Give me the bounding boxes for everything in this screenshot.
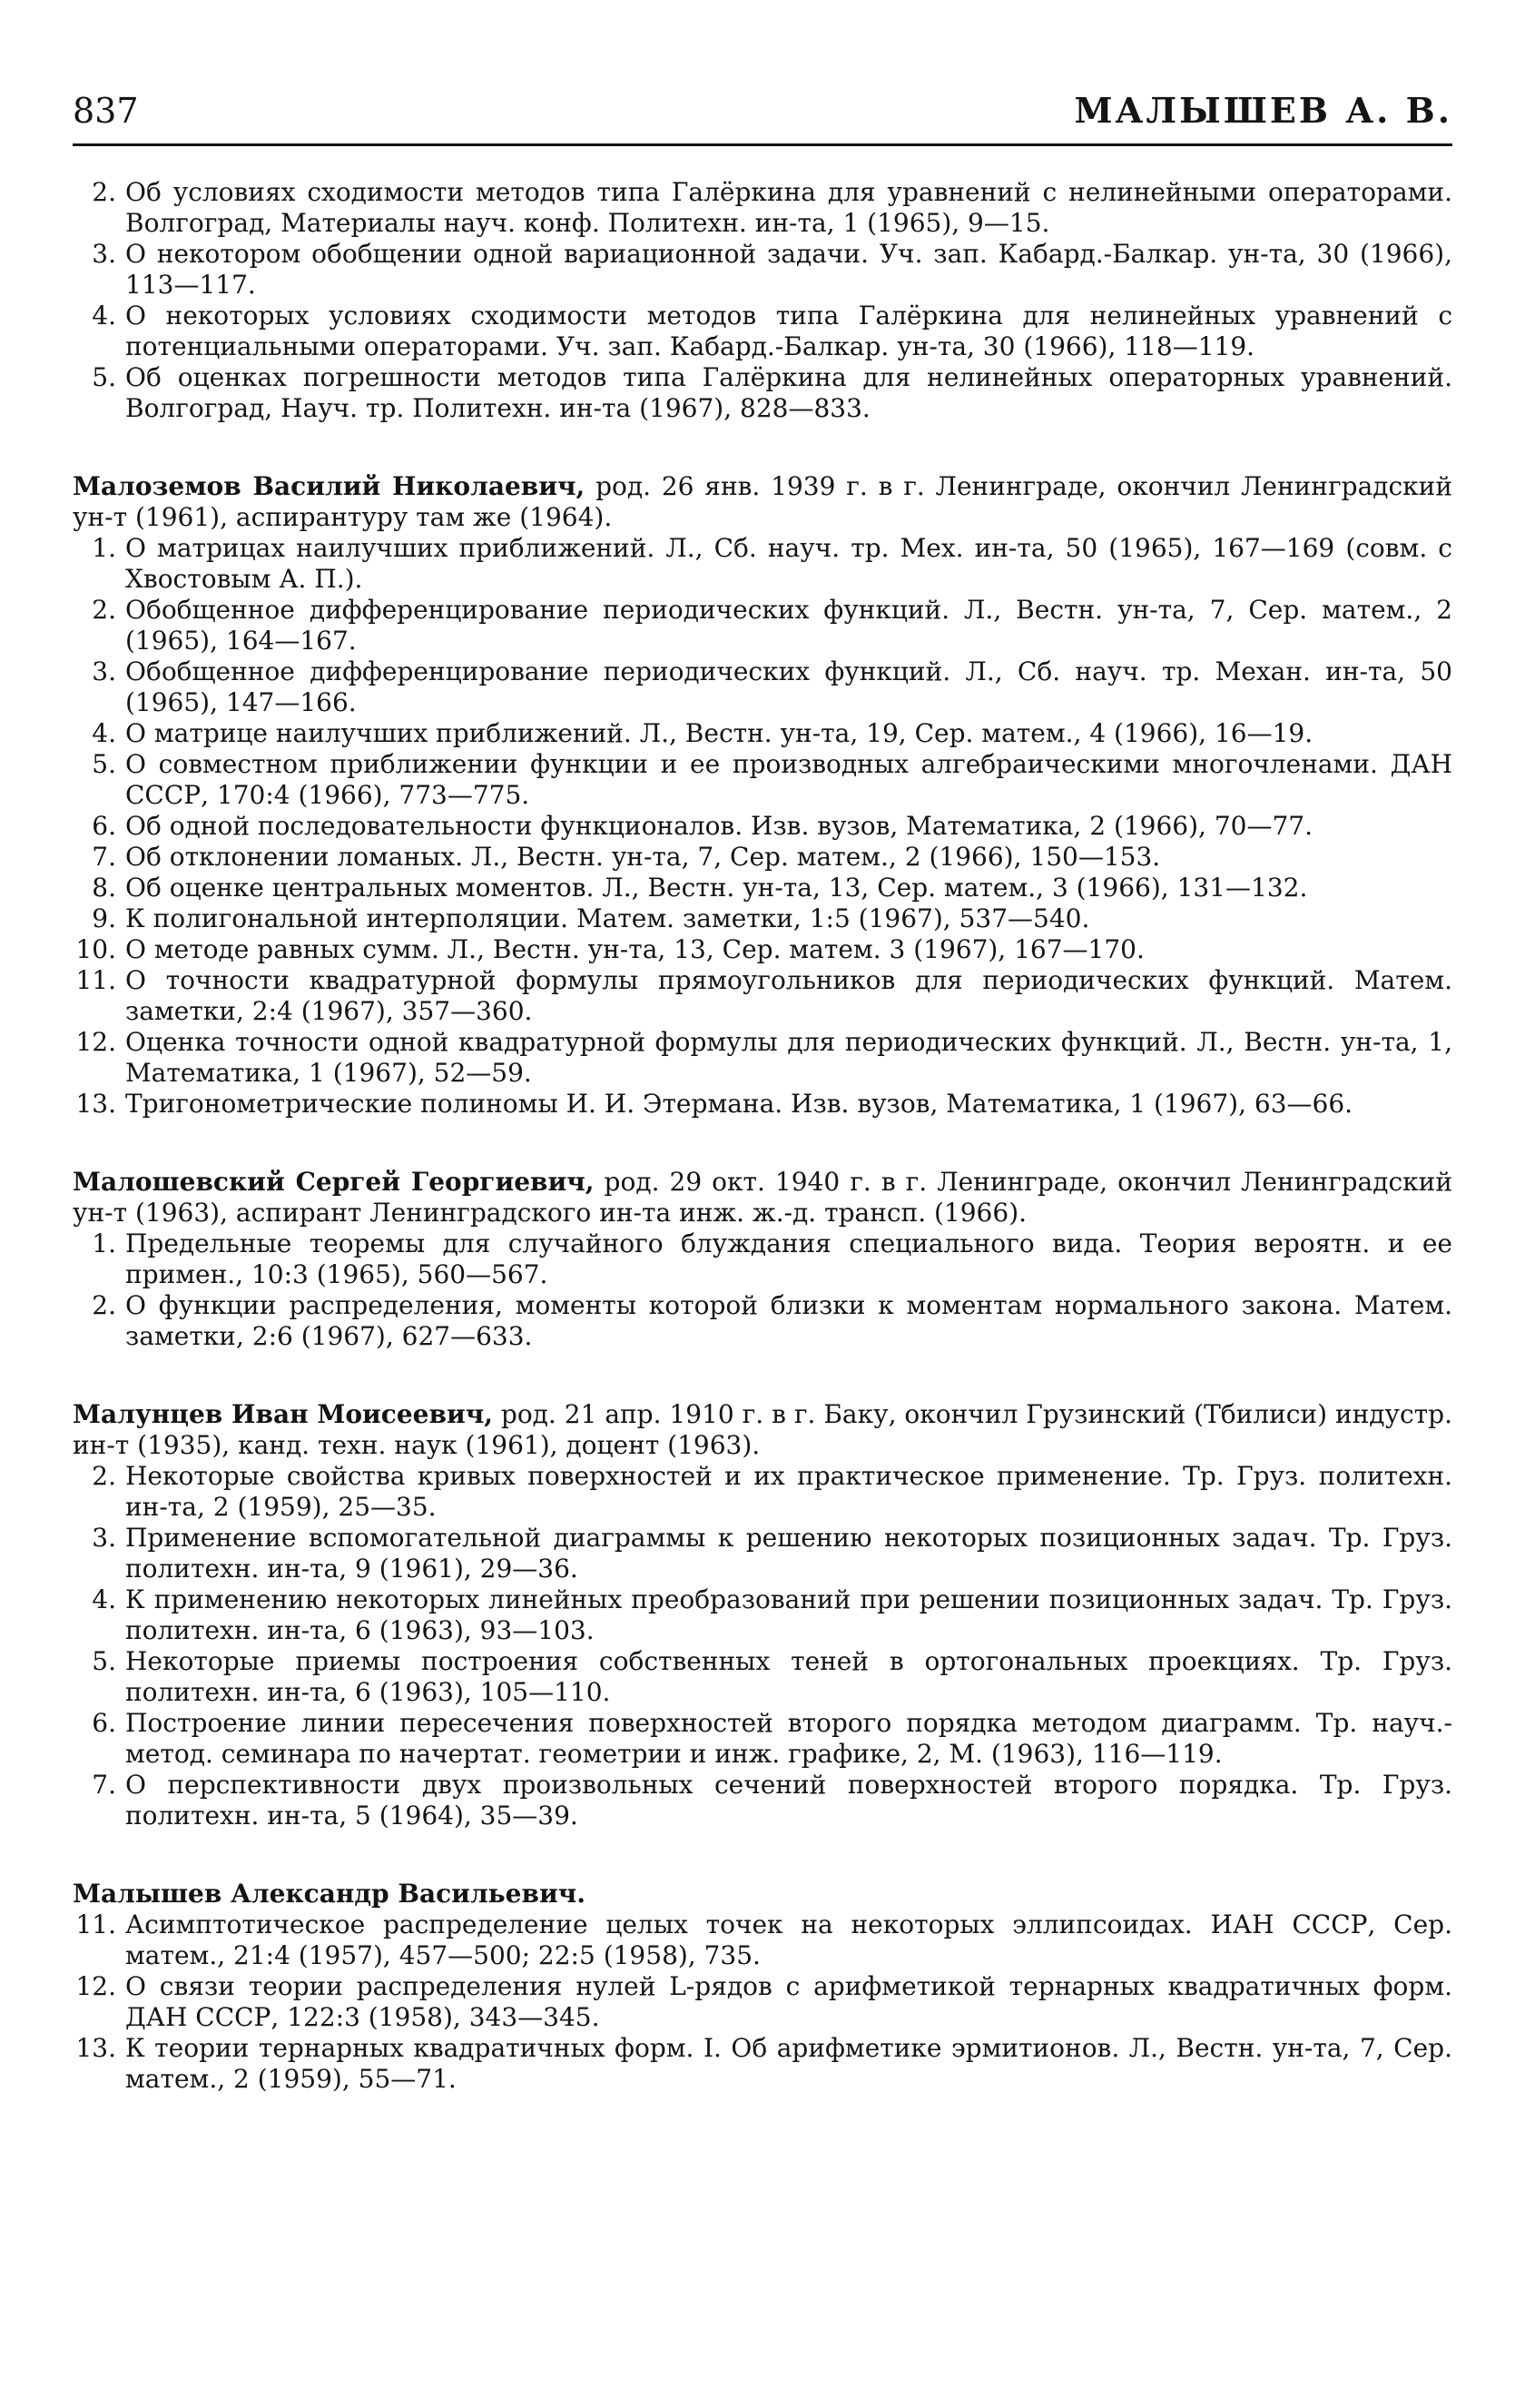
entry-text: Построение линии пересечения поверхностей второго порядка методом диаграмм. Тр. науч.-метод. семинара по начертат. геометрии и инж. графике, 2, М. (1963), 116—119. (125, 1708, 1452, 1769)
entry-number: 2. (92, 595, 116, 625)
entry-number: 3. (92, 1523, 116, 1553)
entry-number: 2. (92, 1461, 116, 1491)
entry-text: О некоторых условиях сходимости методов типа Галёркина для нелинейных уравнений с потенциальными операторами. Уч. зап. Кабард.-Балкар. ун-та, 30 (1966), 118—119. (125, 301, 1452, 361)
entry-number: 11. (75, 965, 116, 995)
bib-entry (73, 749, 1452, 811)
entry-number: 10. (75, 934, 116, 964)
bib-entry (73, 1461, 1452, 1523)
continuation-block (73, 177, 1452, 424)
entry-text: К теории тернарных квадратичных форм. I. Об арифметике эрмитионов. Л., Вестн. ун-та, 7, Сер. матем., 2 (1959), 55—71. (125, 2033, 1452, 2094)
author-name: Малышев Александр Васильевич. (73, 1879, 585, 1909)
page (73, 91, 1452, 2142)
bib-entry (73, 656, 1452, 718)
entry-number: 2. (92, 177, 116, 207)
entry-text: Об отклонении ломаных. Л., Вестн. ун-та, 7, Сер. матем., 2 (1966), 150—153. (125, 842, 1161, 872)
author-bio-text: род. 29 окт. 1940 г. в г. Ленинграде, окончил Ленинградский ун-т (1963), аспирант Ленинградского ин-та инж. ж.-д. трансп. (1966). (73, 1167, 1452, 1228)
entry-number: 13. (75, 1089, 116, 1119)
bibliography-list (73, 533, 1452, 1120)
entry-number: 4. (92, 301, 116, 331)
entry-number: 13. (75, 2033, 116, 2063)
bib-entry (73, 1971, 1452, 2033)
bib-entry (73, 239, 1452, 301)
entry-text: К полигональной интерполяции. Матем. заметки, 1:5 (1967), 537—540. (125, 903, 1090, 933)
entry-number: 3. (92, 656, 116, 686)
entry-number: 12. (75, 1971, 116, 2001)
entry-number: 7. (92, 842, 116, 872)
entry-text: Об условиях сходимости методов типа Галёркина для уравнений с нелинейными операторами. Волгоград, Материалы науч. конф. Политехн. ин-та, 1 (1965), 9—15. (125, 177, 1452, 238)
entry-number: 11. (75, 1910, 116, 1939)
continuation-entries (73, 177, 1452, 424)
author-block-maluntsev (73, 1399, 1452, 1831)
bib-entry (73, 903, 1452, 934)
bib-entry (73, 811, 1452, 842)
bib-entry (73, 1910, 1452, 1971)
bib-entry (73, 1770, 1452, 1831)
author-block-malyshev (73, 1879, 1452, 2095)
entry-text: Некоторые свойства кривых поверхностей и их практическое применение. Тр. Груз. политехн. ин-та, 2 (1959), 25—35. (125, 1461, 1452, 1522)
page-number: 837 (73, 91, 139, 131)
entry-text: Об оценке центральных моментов. Л., Вестн. ун-та, 13, Сер. матем., 3 (1966), 131—132. (125, 873, 1308, 903)
bib-entry (73, 1646, 1452, 1708)
entry-number: 9. (92, 903, 116, 933)
bibliography-list (73, 1461, 1452, 1831)
bibliography-list (73, 1229, 1452, 1352)
author-bio (73, 471, 1452, 533)
bib-entry (73, 533, 1452, 595)
running-author: МАЛЫШЕВ А. В. (1074, 90, 1452, 131)
entry-text: О функции распределения, моменты которой близки к моментам нормального закона. Матем. заметки, 2:6 (1967), 627—633. (125, 1290, 1452, 1351)
entry-text: Тригонометрические полиномы И. И. Этермана. Изв. вузов, Математика, 1 (1967), 63—66. (125, 1089, 1353, 1119)
entry-text: О матрицах наилучших приближений. Л., Сб. науч. тр. Мех. ин-та, 50 (1965), 167—169 (совм. с Хвостовым А. П.). (125, 533, 1452, 594)
entry-number: 12. (75, 1027, 116, 1057)
entry-text: Предельные теоремы для случайного блуждания специального вида. Теория вероятн. и ее примен., 10:3 (1965), 560—567. (125, 1229, 1452, 1289)
bib-entry (73, 934, 1452, 965)
entry-text: Асимптотическое распределение целых точек на некоторых эллипсоидах. ИАН СССР, Сер. матем., 21:4 (1957), 457—500; 22:5 (1958), 735. (125, 1910, 1452, 1970)
entry-number: 1. (92, 1229, 116, 1258)
bib-entry (73, 177, 1452, 239)
entry-number: 2. (92, 1290, 116, 1320)
author-bio (73, 1167, 1452, 1229)
entry-text: Некоторые приемы построения собственных теней в ортогональных проекциях. Тр. Груз. политехн. ин-та, 6 (1963), 105—110. (125, 1646, 1452, 1707)
entry-number: 6. (92, 811, 116, 841)
author-name: Малоземов Василий Николаевич, (73, 471, 585, 501)
bib-entry (73, 965, 1452, 1027)
entry-number: 3. (92, 239, 116, 269)
bib-entry (73, 1523, 1452, 1584)
entry-text: О связи теории распределения нулей L-рядов с арифметикой тернарных квадратичных форм. ДАН СССР, 122:3 (1958), 343—345. (125, 1971, 1452, 2032)
bib-entry (73, 718, 1452, 749)
entry-text: Оценка точности одной квадратурной формулы для периодических функций. Л., Вестн. ун-та, 1, Математика, 1 (1967), 52—59. (125, 1027, 1452, 1088)
bib-entry (73, 1290, 1452, 1352)
entry-number: 4. (92, 718, 116, 748)
entry-text: К применению некоторых линейных преобразований при решении позиционных задач. Тр. Груз. политехн. ин-та, 6 (1963), 93—103. (125, 1584, 1452, 1645)
entry-text: Об оценках погрешности методов типа Галёркина для нелинейных операторных уравнений. Волгоград, Науч. тр. Политехн. ин-та (1967), 828—833. (125, 362, 1452, 423)
entry-text: Об одной последовательности функционалов. Изв. вузов, Математика, 2 (1966), 70—77. (125, 811, 1313, 841)
entry-number: 6. (92, 1708, 116, 1738)
entry-text: Применение вспомогательной диаграммы к решению некоторых позиционных задач. Тр. Груз. политехн. ин-та, 9 (1961), 29—36. (125, 1523, 1452, 1584)
running-header (73, 91, 1452, 146)
author-bio-text: род. 26 янв. 1939 г. в г. Ленинграде, окончил Ленинградский ун-т (1961), аспирантуру там же (1964). (73, 471, 1453, 532)
bib-entry (73, 1584, 1452, 1646)
entry-number: 4. (92, 1584, 116, 1614)
bib-entry (73, 1708, 1452, 1770)
entry-number: 1. (92, 533, 116, 563)
entry-text: О матрице наилучших приближений. Л., Вестн. ун-та, 19, Сер. матем., 4 (1966), 16—19. (125, 718, 1313, 748)
bib-entry (73, 1089, 1452, 1120)
bib-entry (73, 301, 1452, 362)
author-name: Малунцев Иван Моисеевич, (73, 1399, 493, 1429)
entry-text: Обобщенное дифференцирование периодических функций. Л., Сб. науч. тр. Механ. ин-та, 50 (1965), 147—166. (125, 656, 1452, 717)
entry-number: 8. (92, 873, 116, 903)
bib-entry (73, 873, 1452, 903)
entry-text: О перспективности двух произвольных сечений поверхностей второго порядка. Тр. Груз. политехн. ин-та, 5 (1964), 35—39. (125, 1770, 1452, 1831)
entry-number: 5. (92, 362, 116, 392)
entry-text: Обобщенное дифференцирование периодических функций. Л., Вестн. ун-та, 7, Сер. матем., 2 (1965), 164—167. (125, 595, 1452, 656)
bib-entry (73, 2033, 1452, 2095)
bib-entry (73, 595, 1452, 656)
bib-entry (73, 362, 1452, 424)
entry-number: 5. (92, 749, 116, 779)
entry-text: О совместном приближении функции и ее производных алгебраическими многочленами. ДАН СССР, 170:4 (1966), 773—775. (125, 749, 1452, 810)
bib-entry (73, 1229, 1452, 1290)
author-bio-text: род. 21 апр. 1910 г. в г. Баку, окончил Грузинский (Тбилиси) индустр. ин-т (1935), канд. техн. наук (1961), доцент (1963). (73, 1399, 1452, 1460)
bib-entry (73, 842, 1452, 873)
entry-number: 5. (92, 1646, 116, 1676)
author-bio (73, 1879, 1452, 1910)
author-block-malozemov (73, 471, 1452, 1120)
author-block-maloshevsky (73, 1167, 1452, 1352)
entry-text: О точности квадратурной формулы прямоугольников для периодических функций. Матем. заметки, 2:4 (1967), 357—360. (125, 965, 1452, 1026)
bibliography-list (73, 1910, 1452, 2095)
entry-text: О некотором обобщении одной вариационной задачи. Уч. зап. Кабард.-Балкар. ун-та, 30 (1966), 113—117. (125, 239, 1452, 300)
entry-text: О методе равных сумм. Л., Вестн. ун-та, 13, Сер. матем. 3 (1967), 167—170. (125, 934, 1145, 964)
entry-number: 7. (92, 1770, 116, 1800)
author-bio (73, 1399, 1452, 1461)
author-name: Малошевский Сергей Георгиевич, (73, 1167, 595, 1197)
bib-entry (73, 1027, 1452, 1089)
